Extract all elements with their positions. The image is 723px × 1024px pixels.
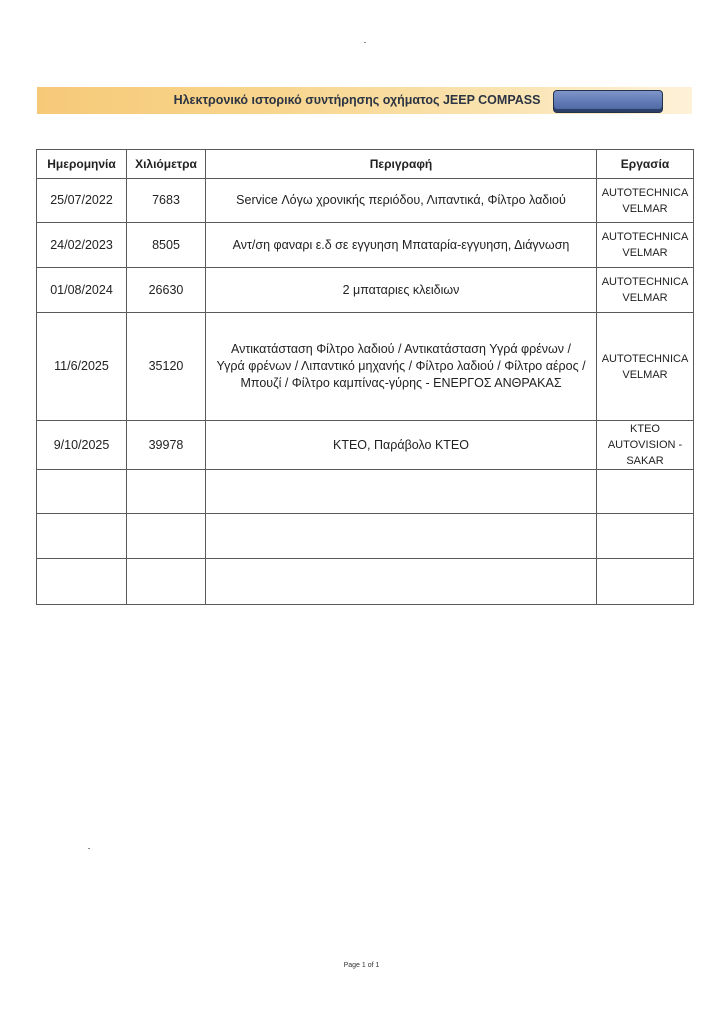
empty-cell [206, 514, 597, 559]
table-row [37, 179, 694, 223]
empty-cell [597, 514, 694, 559]
row-date: 25/07/2022 [37, 179, 127, 223]
table-row [37, 313, 694, 421]
row-description: Αντ/ση φαναρι ε.δ σε εγγυηση Μπαταρία-εγγυηση, Διάγνωση [206, 223, 597, 268]
row-work: AUTOTECHNICA VELMAR [597, 313, 694, 421]
table-header-row [37, 150, 694, 179]
header-work: Εργασία [597, 150, 694, 179]
table-row [37, 223, 694, 268]
row-date: 24/02/2023 [37, 223, 127, 268]
row-km: 39978 [127, 421, 206, 470]
empty-cell [597, 559, 694, 605]
row-work: ΚΤΕΟ AUTOVISION - SAKAR [597, 421, 694, 470]
empty-cell [206, 470, 597, 514]
empty-table-row [37, 514, 694, 559]
row-km: 7683 [127, 179, 206, 223]
empty-cell [127, 559, 206, 605]
row-work: AUTOTECHNICA VELMAR [597, 223, 694, 268]
row-date: 01/08/2024 [37, 268, 127, 313]
row-km: 26630 [127, 268, 206, 313]
empty-cell [127, 470, 206, 514]
maintenance-table [36, 149, 694, 605]
scan-speck [364, 42, 366, 43]
empty-cell [206, 559, 597, 605]
empty-cell [597, 470, 694, 514]
empty-table-row [37, 470, 694, 514]
header-km: Χιλιόμετρα [127, 150, 206, 179]
empty-cell [127, 514, 206, 559]
empty-cell [37, 470, 127, 514]
header-description: Περιγραφή [206, 150, 597, 179]
page-number: Page 1 of 1 [343, 962, 380, 969]
table-row [37, 268, 694, 313]
row-description: 2 μπαταριες κλειδιων [206, 268, 597, 313]
empty-cell [37, 514, 127, 559]
document-title: Ηλεκτρονικό ιστορικό συντήρησης οχήματος JEEP COMPASS [173, 93, 541, 107]
row-work: AUTOTECHNICA VELMAR [597, 179, 694, 223]
row-km: 8505 [127, 223, 206, 268]
row-date: 11/6/2025 [37, 313, 127, 421]
row-date: 9/10/2025 [37, 421, 127, 470]
row-work: AUTOTECHNICA VELMAR [597, 268, 694, 313]
row-description: ΚΤΕΟ, Παράβολο ΚΤΕΟ [206, 421, 597, 470]
header-date: Ημερομηνία [37, 150, 127, 179]
empty-cell [37, 559, 127, 605]
row-description: Service Λόγω χρονικής περιόδου, Λιπαντικά, Φίλτρο λαδιού [206, 179, 597, 223]
scan-speck [88, 848, 90, 849]
empty-table-row [37, 559, 694, 605]
row-description: Αντικατάσταση Φίλτρο λαδιού / Αντικατάσταση Υγρά φρένων / Υγρά φρένων / Λιπαντικό μηχανής / Φίλτρο λαδιού / Φίλτρο αέρος / Μπουζί / Φίλτρο καμπίνας-γύρης - ΕΝΕΡΓΟΣ ΑΝΘΡΑΚΑΣ [206, 313, 597, 421]
row-km: 35120 [127, 313, 206, 421]
title-banner [37, 87, 692, 114]
license-plate-redaction [553, 90, 663, 113]
table-row [37, 421, 694, 470]
